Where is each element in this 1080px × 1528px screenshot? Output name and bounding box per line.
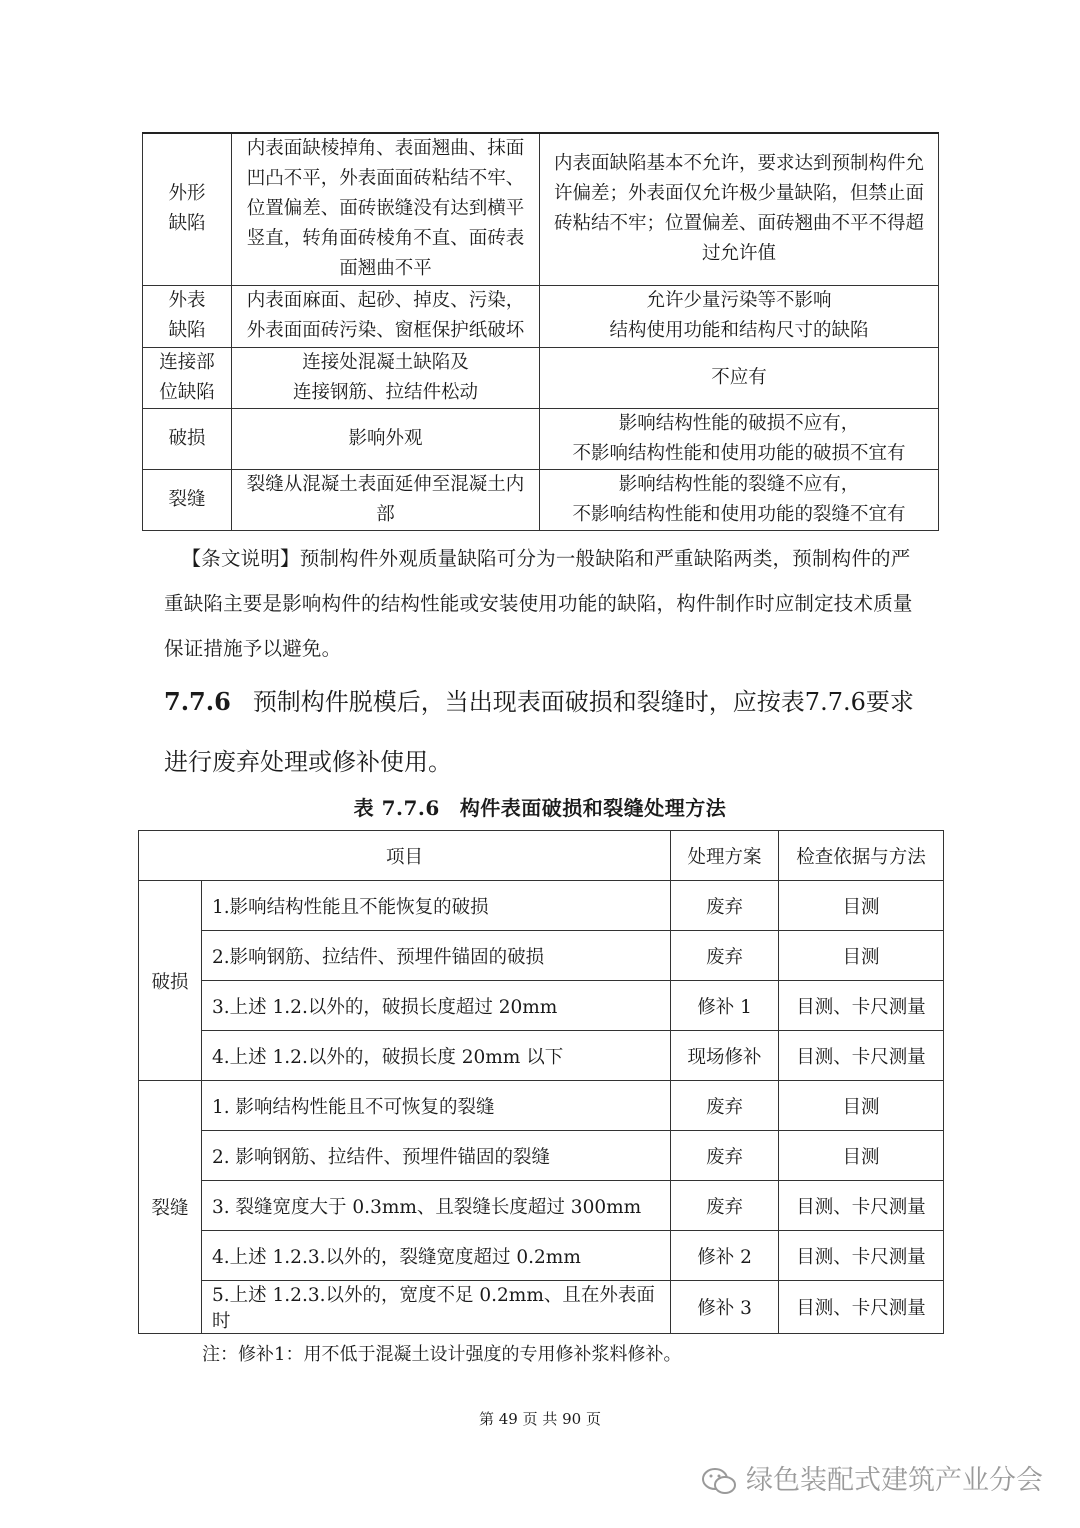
row-treatment: 废弃 (671, 1081, 779, 1131)
defect-name: 外表 缺陷 (143, 285, 232, 347)
row-treatment: 修补 1 (671, 981, 779, 1031)
table-row (139, 981, 944, 1031)
defect-table (142, 132, 939, 531)
watermark-text: 绿色装配式建筑产业分会 (746, 1465, 1043, 1496)
clause-7-7-6 (164, 672, 934, 792)
table-row (139, 1081, 944, 1131)
table-row (139, 881, 944, 931)
table-row (139, 1031, 944, 1081)
defect-row (143, 133, 939, 285)
defect-name: 破损 (143, 408, 232, 469)
row-item: 1. 影响结构性能且不可恢复的裂缝 (202, 1081, 671, 1131)
defect-requirement: 影响结构性能的裂缝不应有， 不影响结构性能和使用功能的裂缝不宜有 (540, 469, 939, 530)
row-inspection: 目测 (779, 931, 944, 981)
table-title (0, 792, 1080, 821)
watermark (700, 1458, 1043, 1498)
table-title-text: 构件表面破损和裂缝处理方法 (459, 796, 727, 820)
clause-text: 预制构件脱模后，当出现表面破损和裂缝时，应按表7.7.6要求进行废弃处理或修补使用。 (164, 688, 914, 776)
table-row (139, 1181, 944, 1231)
defect-name: 裂缝 (143, 469, 232, 530)
row-item: 3.上述 1.2.以外的，破损长度超过 20mm (202, 981, 671, 1031)
table-row (139, 931, 944, 981)
row-inspection: 目测、卡尺测量 (779, 1281, 944, 1334)
row-treatment: 废弃 (671, 931, 779, 981)
defect-name: 外形 缺陷 (143, 133, 232, 285)
row-item: 4.上述 1.2.3.以外的，裂缝宽度超过 0.2mm (202, 1231, 671, 1281)
row-item: 3. 裂缝宽度大于 0.3mm、且裂缝长度超过 300mm (202, 1181, 671, 1231)
defect-description: 裂缝从混凝土表面延伸至混凝土内 部 (232, 469, 540, 530)
defect-requirement: 允许少量污染等不影响 结构使用功能和结构尺寸的缺陷 (540, 285, 939, 347)
row-inspection: 目测、卡尺测量 (779, 1231, 944, 1281)
row-inspection: 目测、卡尺测量 (779, 1031, 944, 1081)
defect-row (143, 408, 939, 469)
row-inspection: 目测 (779, 1131, 944, 1181)
wechat-icon (700, 1466, 738, 1498)
row-treatment: 废弃 (671, 1131, 779, 1181)
row-inspection: 目测、卡尺测量 (779, 981, 944, 1031)
row-item: 4.上述 1.2.以外的，破损长度 20mm 以下 (202, 1031, 671, 1081)
defect-description: 内表面缺棱掉角、表面翘曲、抹面 凹凸不平，外表面面砖粘结不牢、 位置偏差、面砖嵌缝没有达到横平 竖直，转角面砖棱角不直、面砖表 面翘曲不平 (232, 133, 540, 285)
clause-number: 7.7.6 (164, 687, 231, 716)
table-row (139, 1131, 944, 1181)
table-header-row (139, 831, 944, 881)
defect-description: 影响外观 (232, 408, 540, 469)
row-treatment: 废弃 (671, 881, 779, 931)
header-treatment: 处理方案 (671, 831, 779, 881)
table-note: 注：修补1：用不低于混凝土设计强度的专用修补浆料修补。 (202, 1344, 682, 1365)
row-treatment: 废弃 (671, 1181, 779, 1231)
table-row (139, 1281, 944, 1334)
group-label: 裂缝 (139, 1081, 202, 1334)
row-item: 2.影响钢筋、拉结件、预埋件锚固的破损 (202, 931, 671, 981)
row-item: 1.影响结构性能且不能恢复的破损 (202, 881, 671, 931)
row-item: 2. 影响钢筋、拉结件、预埋件锚固的裂缝 (202, 1131, 671, 1181)
defect-row (143, 469, 939, 530)
defect-row (143, 285, 939, 347)
defect-description: 内表面麻面、起砂、掉皮、污染， 外表面面砖污染、窗框保护纸破坏 (232, 285, 540, 347)
row-inspection: 目测 (779, 1081, 944, 1131)
defect-description: 连接处混凝土缺陷及 连接钢筋、拉结件松动 (232, 347, 540, 408)
table-row (139, 1231, 944, 1281)
row-treatment: 现场修补 (671, 1031, 779, 1081)
defect-requirement: 影响结构性能的破损不应有， 不影响结构性能和使用功能的破损不宜有 (540, 408, 939, 469)
row-inspection: 目测 (779, 881, 944, 931)
row-treatment: 修补 3 (671, 1281, 779, 1334)
defect-name: 连接部 位缺陷 (143, 347, 232, 408)
defect-requirement: 不应有 (540, 347, 939, 408)
defect-row (143, 347, 939, 408)
row-inspection: 目测、卡尺测量 (779, 1181, 944, 1231)
clause-explanation-paragraph: 【条文说明】预制构件外观质量缺陷可分为一般缺陷和严重缺陷两类，预制构件的严重缺陷主要是影响构件的结构性能或安装使用功能的缺陷，构件制作时应制定技术质量保证措施予以避免。 (164, 547, 913, 660)
table-label: 表 7.7.6 (353, 796, 440, 820)
row-treatment: 修补 2 (671, 1231, 779, 1281)
group-label: 破损 (139, 881, 202, 1081)
header-inspection: 检查依据与方法 (779, 831, 944, 881)
header-item: 项目 (139, 831, 671, 881)
treatment-table (138, 830, 944, 1334)
defect-requirement: 内表面缺陷基本不允许，要求达到预制构件允 许偏差；外表面仅允许极少量缺陷，但禁止面 砖粘结不牢；位置偏差、面砖翘曲不平不得超 过允许值 (540, 133, 939, 285)
page-footer: 第 49 页 共 90 页 (478, 1410, 601, 1428)
row-item: 5.上述 1.2.3.以外的，宽度不足 0.2mm、且在外表面时 (202, 1281, 671, 1334)
